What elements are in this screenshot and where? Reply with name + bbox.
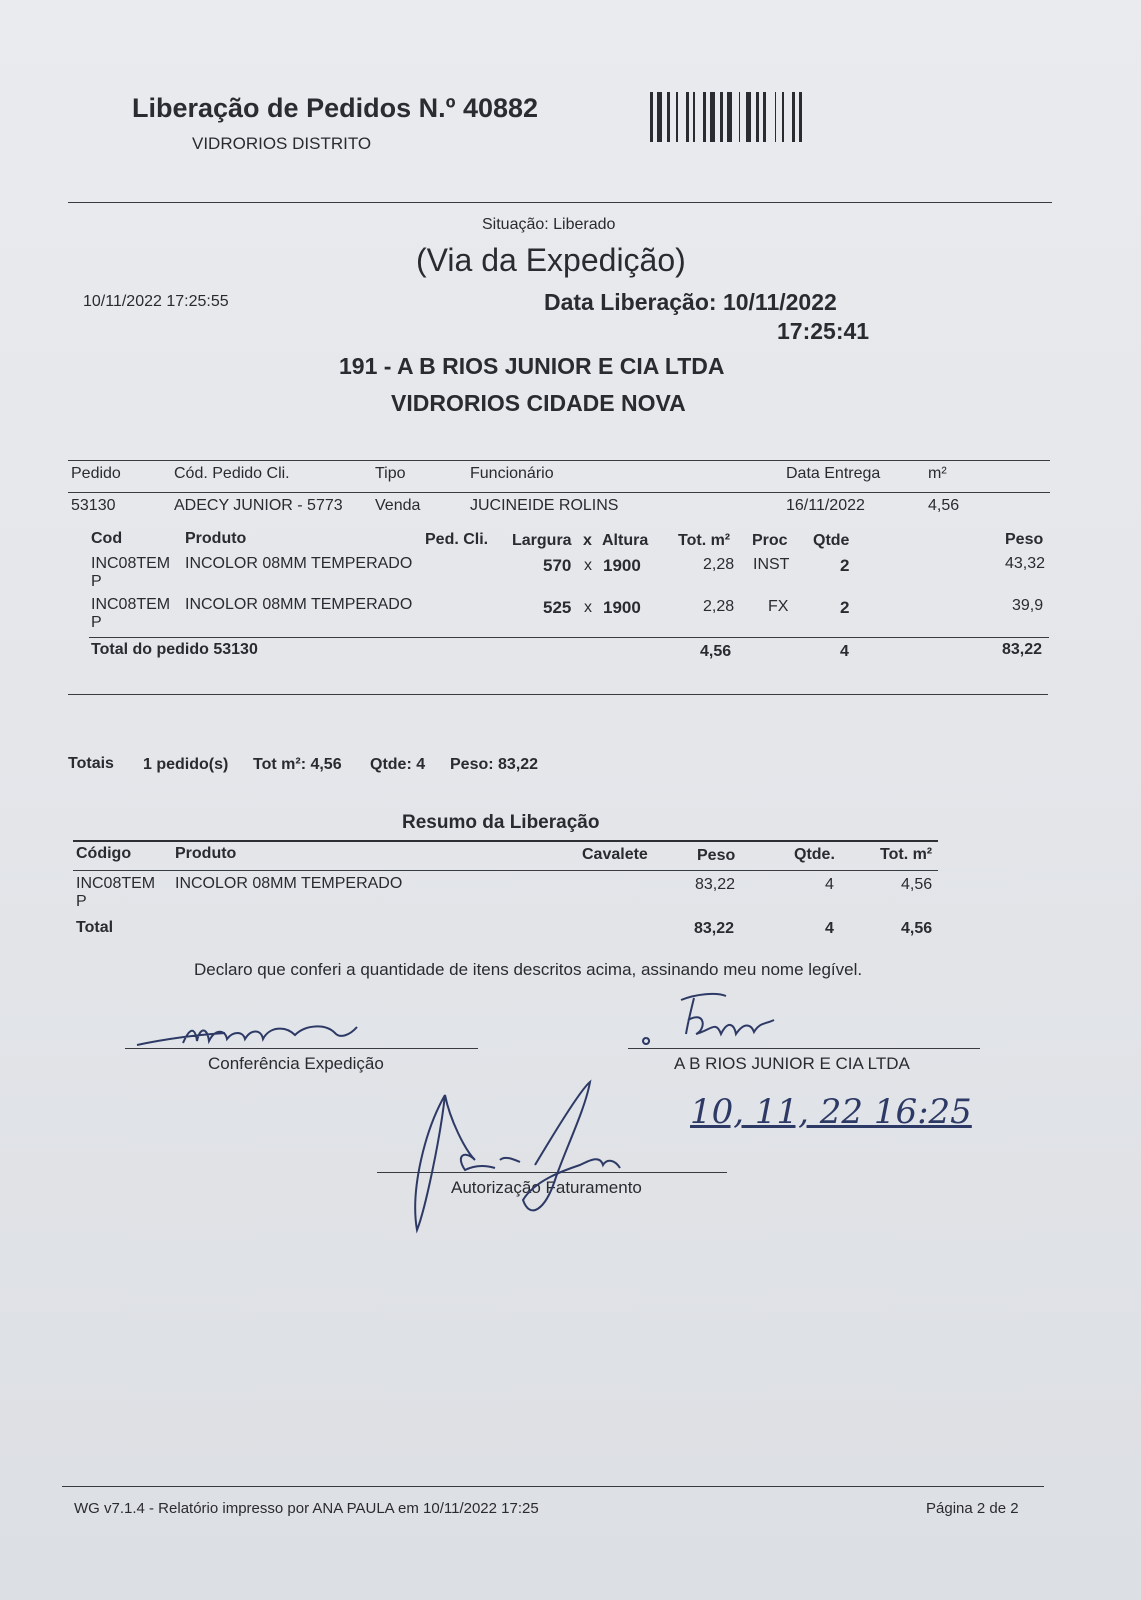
items-total-peso: 83,22 (1002, 641, 1043, 658)
printed-timestamp: 10/11/2022 17:25:55 (83, 293, 229, 310)
summary-produto: INCOLOR 08MM TEMPERADO (175, 875, 403, 892)
release-date: Data Liberação: 10/11/2022 (544, 289, 837, 315)
items-header-produto: Produto (185, 530, 247, 547)
totals-label: Totais (68, 755, 114, 772)
summary-header-produto: Produto (175, 845, 237, 862)
item-1-cod-cont: P (91, 573, 102, 590)
order-m2: 4,56 (928, 497, 960, 514)
copy-label: (Via da Expedição) (416, 242, 686, 278)
order-header-line (68, 492, 1050, 493)
items-total-qtde: 4 (840, 643, 849, 660)
company-name: VIDRORIOS DISTRITO (192, 134, 372, 153)
header-m2: m² (928, 465, 947, 482)
client-branch: VIDRORIOS CIDADE NOVA (391, 390, 686, 416)
summary-title: Resumo da Liberação (402, 812, 600, 833)
totals-peso: Peso: 83,22 (450, 756, 539, 773)
summary-codigo: INC08TEM (76, 875, 156, 892)
summary-header-peso: Peso (697, 847, 736, 864)
summary-total-peso: 83,22 (694, 920, 735, 937)
item-2-altura: 1900 (603, 598, 641, 617)
item-2-tot-m2: 2,28 (703, 598, 735, 615)
status-text: Situação: Liberado (482, 216, 616, 233)
footer-printed-by: WG v7.1.4 - Relatório impresso por ANA PAULA em 10/11/2022 17:25 (74, 1500, 539, 1517)
items-header-altura: Altura (602, 532, 649, 549)
items-header-largura: Largura (512, 532, 572, 549)
summary-header-codigo: Código (76, 845, 132, 862)
handwritten-datetime: 10, 11, 22 16:25 (690, 1092, 972, 1132)
signature-label-center: Autorização Faturamento (451, 1178, 642, 1197)
summary-qtde: 4 (825, 876, 834, 893)
item-2-proc: FX (768, 598, 789, 615)
items-header-ped-cli: Ped. Cli. (425, 531, 489, 548)
header-divider (68, 202, 1052, 203)
summary-total-label: Total (76, 919, 114, 936)
item-2-peso: 39,9 (1012, 597, 1044, 614)
signature-label-left: Conferência Expedição (208, 1054, 384, 1073)
items-header-cod: Cod (91, 530, 123, 547)
summary-top-line (73, 840, 938, 842)
summary-total-qtde: 4 (825, 920, 834, 937)
summary-header-tot-m2: Tot. m² (880, 846, 933, 863)
summary-header-qtde: Qtde. (794, 846, 835, 863)
item-2-x: x (584, 599, 592, 616)
summary-header-cavalete: Cavalete (582, 846, 648, 863)
summary-tot-m2: 4,56 (901, 876, 933, 893)
item-2-produto: INCOLOR 08MM TEMPERADO (185, 596, 413, 613)
order-employee: JUCINEIDE ROLINS (470, 497, 619, 514)
header-data-entrega: Data Entrega (786, 465, 881, 482)
summary-peso: 83,22 (695, 876, 736, 893)
signature-label-right: A B RIOS JUNIOR E CIA LTDA (674, 1054, 910, 1073)
item-2-cod: INC08TEM (91, 596, 171, 613)
release-time: 17:25:41 (777, 318, 870, 344)
order-delivery-date: 16/11/2022 (786, 497, 865, 514)
item-2-largura: 525 (543, 598, 572, 617)
items-header-peso: Peso (1005, 531, 1044, 548)
item-1-tot-m2: 2,28 (703, 556, 735, 573)
summary-total-m2: 4,56 (901, 920, 933, 937)
signature-center (405, 1080, 645, 1240)
item-1-cod: INC08TEM (91, 555, 171, 572)
item-1-produto: INCOLOR 08MM TEMPERADO (185, 555, 413, 572)
order-type: Venda (375, 497, 421, 514)
signature-left (135, 1005, 375, 1055)
client-name: 191 - A B RIOS JUNIOR E CIA LTDA (339, 353, 725, 379)
signature-right (636, 990, 796, 1050)
item-2-qtde: 2 (840, 598, 850, 617)
item-1-proc: INST (753, 556, 790, 573)
item-1-qtde: 2 (840, 556, 850, 575)
header-funcionario: Funcionário (470, 465, 554, 482)
items-header-proc: Proc (752, 532, 788, 549)
document-title: Liberação de Pedidos N.º 40882 (132, 93, 539, 123)
items-total-m2: 4,56 (700, 643, 732, 660)
items-total-label: Total do pedido 53130 (91, 641, 258, 658)
header-cod-pedido-cli: Cód. Pedido Cli. (174, 465, 290, 482)
totals-pedidos: 1 pedido(s) (143, 756, 229, 773)
item-1-x: x (584, 557, 592, 574)
barcode (650, 92, 826, 142)
order-section-bottom-line (68, 694, 1048, 695)
summary-codigo-cont: P (76, 893, 87, 910)
header-pedido: Pedido (71, 465, 121, 482)
items-total-line (89, 637, 1049, 638)
footer-divider (62, 1486, 1044, 1487)
order-table-top-line (68, 460, 1050, 461)
order-client-code: ADECY JUNIOR - 5773 (174, 497, 343, 514)
totals-m2: Tot m²: 4,56 (253, 756, 342, 773)
item-1-largura: 570 (543, 556, 572, 575)
totals-qtde: Qtde: 4 (370, 756, 426, 773)
items-header-tot-m2: Tot. m² (678, 532, 731, 549)
declaration-text: Declaro que conferi a quantidade de itens descritos acima, assinando meu nome legível. (194, 960, 863, 979)
header-tipo: Tipo (375, 465, 406, 482)
items-header-x: x (583, 532, 592, 549)
item-1-altura: 1900 (603, 556, 641, 575)
summary-header-line (73, 870, 938, 871)
footer-page-number: Página 2 de 2 (926, 1500, 1019, 1517)
item-1-peso: 43,32 (1005, 555, 1046, 572)
order-number: 53130 (71, 497, 116, 514)
item-2-cod-cont: P (91, 614, 102, 631)
items-header-qtde: Qtde (813, 532, 850, 549)
